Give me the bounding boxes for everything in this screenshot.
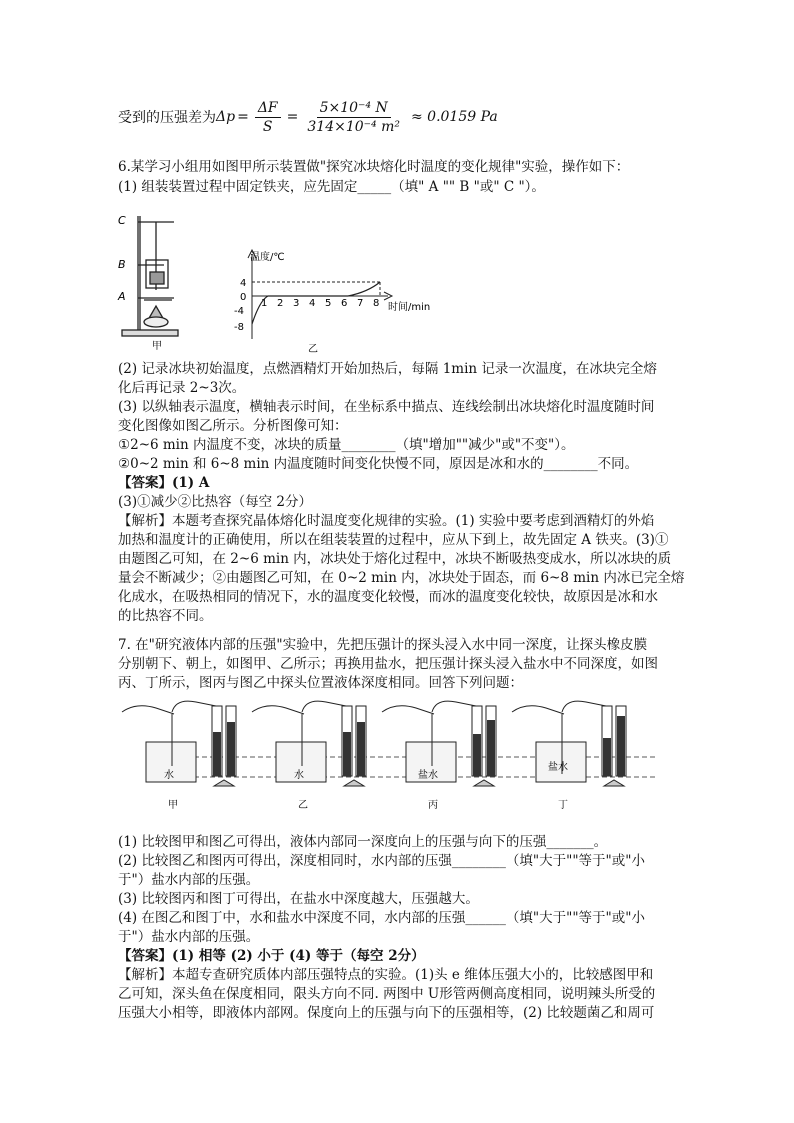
xtick-1: 1	[261, 298, 268, 309]
q6-line-4: 化后再记录 2~3次。	[118, 380, 246, 396]
formula-eq1: =	[237, 109, 249, 125]
ytick-neg8: -8	[234, 322, 244, 333]
q7-answer: 【答案】(1) 相等 (2) 小于 (4) 等于（每空 2分）	[118, 948, 425, 964]
q6-answer: 【答案】(1) A	[118, 475, 210, 491]
q6-analysis-5: 化成水，在吸热相同的情况下，水的温度变化较慢，而冰的温度变化较快，故原因是冰和水	[118, 589, 658, 605]
figure-yi-graph	[228, 244, 448, 356]
formula-result: ≈ 0.0159 Pa	[410, 109, 498, 125]
q6-answer-2: (3)①减少②比热容（每空 2分）	[118, 494, 313, 510]
liquid-label-ding: 盐水	[548, 762, 568, 773]
xtick-2: 2	[277, 298, 284, 309]
q7-line-7: (3) 比较图丙和图丁可得出，在盐水中深度越大，压强越大。	[118, 891, 479, 907]
q6-line-7: ①2~6 min 内温度不变，冰块的质量________（填"增加""减少"或"不变"）。	[118, 437, 575, 453]
q7-line-3: 丙、丁所示，图丙与图乙中探头位置液体深度相同。回答下列问题：	[118, 675, 523, 691]
q7-line-9: 于"）盐水内部的压强。	[118, 929, 260, 945]
caption-bing: 丙	[428, 800, 438, 811]
caption-jia: 甲	[152, 341, 162, 350]
figure-pressure-gauges	[116, 692, 656, 817]
ytick-neg4: -4	[234, 306, 244, 317]
q7-line-6: 于"）盐水内部的压强。	[118, 872, 260, 888]
formula-dp: Δp	[216, 109, 236, 125]
q7-line-5: (2) 比较图乙和图丙可得出，深度相同时，水内部的压强________（填"大于""等于"或"小	[118, 853, 645, 869]
q7-line-8: (4) 在图乙和图丁中，水和盐水中深度不同，水内部的压强______（填"大于""等于"或"小	[118, 910, 645, 926]
q6-line-3: (2) 记录冰块初始温度，点燃酒精灯开始加热后，每隔 1min 记录一次温度，在冰块完全熔	[118, 361, 657, 377]
frac1-denominator: S	[262, 118, 273, 135]
fraction-dF-S	[255, 99, 281, 136]
formula-eq2: =	[286, 109, 299, 125]
q7-line-2: 分别朝下、朝上，如图甲、乙所示；再换用盐水，把压强计探头浸入盐水中不同深度，如图	[118, 656, 658, 672]
setup-ding	[512, 701, 626, 811]
q6-line-5: (3) 以纵轴表示温度，横轴表示时间，在坐标系中描点、连线绘制出冰块熔化时温度随时间	[118, 399, 655, 415]
xtick-5: 5	[325, 298, 332, 309]
q6-line-1: 6.某学习小组用如图甲所示装置做"探究冰块熔化时温度的变化规律"实验，操作如下：	[118, 159, 630, 175]
q6-line-8: ②0~2 min 和 6~8 min 内温度随时间变化快慢不同，原因是冰和水的________不同。	[118, 456, 639, 472]
q6-analysis-4: 量会不断减少；②由题图乙可知，在 0~2 min 内，冰块处于固态，而 6~8 min 内冰已完全熔	[118, 570, 685, 586]
q6-analysis-2: 加热和温度计的正确使用，所以在组装装置的过程中，应从下到上，故先固定 A 铁夹。(3)①	[118, 532, 669, 548]
q7-line-1: 7. 在"研究液体内部的压强"实验中，先把压强计的探头浸入水中同一深度，让探头橡皮膜	[118, 637, 648, 653]
q6-line-6: 变化图像如图乙所示。分析图像可知：	[118, 418, 348, 434]
xtick-7: 7	[357, 298, 364, 309]
axis-label-time: 时间/min	[388, 302, 431, 313]
formula-prefix: 受到的压强差为	[118, 110, 216, 126]
xtick-3: 3	[293, 298, 300, 309]
frac1-numerator: ΔF	[255, 99, 281, 118]
frac2-numerator: 5×10⁻⁴ N	[317, 99, 391, 118]
q7-analysis-3: 压强大小相等，即液体内部网。保度向上的压强与向下的压强相等，(2) 比较题菌乙和周可	[118, 1005, 655, 1021]
pressure-formula	[118, 94, 498, 140]
q6-analysis-1: 【解析】本题考查探究晶体熔化时温度变化规律的实验。(1) 实验中要考虑到酒精灯的外焰	[118, 513, 655, 529]
frac2-denominator: 314×10⁻⁴ m²	[307, 118, 400, 135]
setup-jia	[122, 701, 236, 811]
label-B: B	[118, 258, 126, 271]
label-C: C	[118, 214, 126, 227]
q6-line-2: (1) 组装装置过程中固定铁夹，应先固定_____（填" A "" B "或" C "）。	[118, 179, 545, 195]
setup-yi	[252, 701, 366, 811]
q7-analysis-2: 乙可知，深头鱼在保度相同，限头方向不同. 两图中 U形管两侧高度相同，说明辣头所受的	[118, 986, 656, 1002]
q7-line-4: (1) 比较图甲和图乙可得出，液体内部同一深度向上的压强与向下的压强_______。	[118, 834, 608, 850]
axis-label-temp: 温度/℃	[250, 252, 285, 263]
ytick-0: 0	[240, 292, 247, 303]
figure-jia-apparatus	[116, 210, 226, 350]
q6-analysis-6: 的比热容不同。	[118, 608, 213, 624]
caption-yi: 乙	[308, 344, 318, 355]
q7-analysis-1: 【解析】本超专查研究质体内部压强特点的实验。(1)头 e 维体压强大小的，比较感图甲和	[118, 967, 654, 983]
liquid-label-jia: 水	[164, 770, 174, 781]
liquid-label-yi: 水	[294, 770, 304, 781]
q6-analysis-3: 由题图乙可知，在 2~6 min 内，冰块处于熔化过程中，冰块不断吸热变成水，所以冰块的质	[118, 551, 672, 567]
caption-ding: 丁	[558, 800, 568, 811]
caption-jia-7: 甲	[168, 800, 178, 811]
caption-yi-7: 乙	[298, 800, 308, 811]
xtick-8: 8	[373, 298, 380, 309]
setup-bing	[382, 701, 496, 811]
xtick-4: 4	[309, 298, 316, 309]
ytick-4: 4	[240, 278, 247, 289]
xtick-6: 6	[341, 298, 348, 309]
label-A: A	[118, 290, 126, 303]
liquid-label-bing: 盐水	[418, 770, 438, 781]
fraction-values	[304, 99, 403, 136]
